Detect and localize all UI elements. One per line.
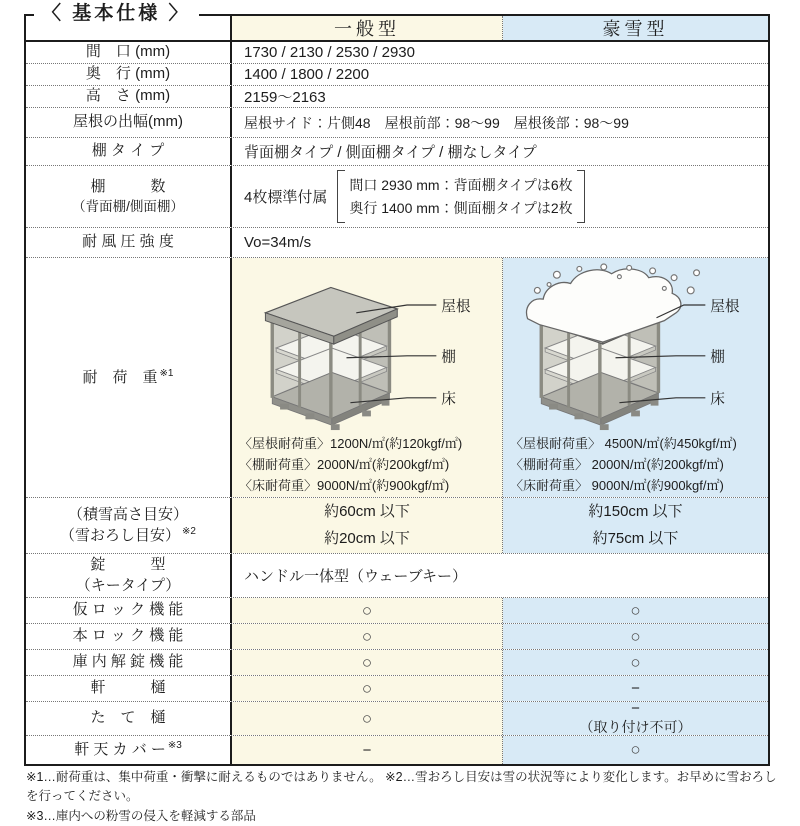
row-label: 庫 内 解 錠 機 能 [26,650,232,675]
row-label: 耐 風 圧 強 度 [26,228,232,257]
value-heavy-snow: ○ [503,736,768,764]
value-general: ○ [232,598,503,623]
row-shelf-count [26,166,768,228]
snow-gauge-heavy-snow: 約150cm 以下 約75cm 以下 [503,498,768,553]
row-value: 2159～2163 [232,86,768,107]
row-label: 本 ロ ッ ク 機 能 [26,624,232,649]
row-label: 高 さ (mm) [26,86,232,107]
footnote-line-1: ※1…耐荷重は、集中荷重・衝撃に耐えるものではありません。 ※2…雪おろし目安は雪の状況等により変化します。お早めに雪おろしを行ってください。 [26,770,777,804]
value-general: ○ [232,676,503,701]
value-general: ○ [232,702,503,735]
row-value: ハンドル一体型（ウェーブキー） [232,554,768,597]
page-title: 〈 基本仕様 〉 [34,2,199,26]
header-general-type: 一般型 [232,16,503,40]
row-down-gutter [26,702,768,736]
footnote-line-2: ※3…庫内への粉雪の侵入を軽減する部品 [26,808,256,823]
row-depth [26,64,768,86]
row-snow-gauge [26,498,768,554]
header-heavy-snow-type: 豪雪型 [503,16,768,40]
value-general: ○ [232,650,503,675]
row-label: 棚 タ イ プ [26,138,232,165]
diagram-label-shelf: 棚 [441,349,456,366]
row-value: 屋根サイド：片側48 屋根前部：98～99 屋根後部：98～99 [232,108,768,137]
row-width [26,42,768,64]
spec-table [24,14,770,766]
row-label: 屋根の出幅(mm) [26,108,232,137]
row-value: Vo=34m/s [232,228,768,257]
row-wind-resistance [26,228,768,258]
note-ref-1: ※1 [159,367,174,379]
load-general-cell [232,258,503,497]
row-value: 4枚標準付属 間口 2930 mm：背面棚タイプは6枚 奥行 1400 mm：側面棚タイプは2枚 [232,166,768,227]
row-label: 棚 数 （背面棚/側面棚） [26,166,232,227]
value-heavy-snow: − （取り付け不可） [503,702,768,735]
value-heavy-snow: − [503,676,768,701]
row-value: 1730 / 2130 / 2530 / 2930 [232,42,768,63]
row-soffit-cover [26,736,768,764]
row-label: 耐 荷 重 $^{※1}$ [26,258,232,497]
diagram-label-floor: 床 [441,391,456,408]
row-label: 仮 ロ ッ ク 機 能 [26,598,232,623]
row-shelf-type [26,138,768,166]
value-heavy-snow: ○ [503,598,768,623]
diagram-label-shelf: 棚 [709,349,725,366]
row-main-lock [26,624,768,650]
shelf-count-bracket: 間口 2930 mm：背面棚タイプは6枚 奥行 1400 mm：側面棚タイプは2枚 [337,170,584,223]
diagram-label-roof: 屋根 [709,299,740,316]
row-lock-type [26,554,768,598]
row-load-capacity [26,258,768,498]
row-label: 軒 天 カ バ ー $^{※3}$ [26,736,232,764]
row-label: 錠 型 （キータイプ） [26,554,232,597]
row-value: 背面棚タイプ / 側面棚タイプ / 棚なしタイプ [232,138,768,165]
row-label: 奥 行 (mm) [26,64,232,85]
footnotes [26,768,778,826]
value-heavy-snow: ○ [503,650,768,675]
diagram-label-roof: 屋根 [441,299,471,316]
shed-diagram-heavy-snow [507,264,765,432]
row-label: た て 樋 [26,702,232,735]
load-heavy-snow-values: 〈屋根耐荷重〉 4500N/㎡(約450kgf/㎡) 〈棚耐荷重〉 2000N/㎡(約200kgf/㎡) 〈床耐荷重〉 9000N/㎡(約900kgf/㎡) [510,436,737,493]
row-value: 1400 / 1800 / 2200 [232,64,768,85]
row-temp-lock [26,598,768,624]
value-general: − [232,736,503,764]
value-general: ○ [232,624,503,649]
row-height [26,86,768,108]
note-ref-2: ※2 [182,526,196,537]
shed-diagram-general [238,264,496,432]
row-roof-overhang [26,108,768,138]
row-label: 軒 樋 [26,676,232,701]
diagram-label-floor: 床 [709,391,725,408]
value-heavy-snow: ○ [503,624,768,649]
load-general-values: 〈屋根耐荷重〉1200N/㎡(約120kgf/㎡) 〈棚耐荷重〉2000N/㎡(約200kgf/㎡) 〈床耐荷重〉9000N/㎡(約900kgf/㎡) [239,436,463,493]
row-inner-unlock [26,650,768,676]
snow-gauge-general: 約60cm 以下 約20cm 以下 [232,498,503,553]
load-heavy-snow-cell [503,258,768,497]
row-label: 間 口 (mm) [26,42,232,63]
note-ref-3: ※3 [167,740,182,752]
row-label: （積雪高さ目安） （雪おろし目安） $^{※2}$ [26,498,232,553]
row-eaves-gutter [26,676,768,702]
